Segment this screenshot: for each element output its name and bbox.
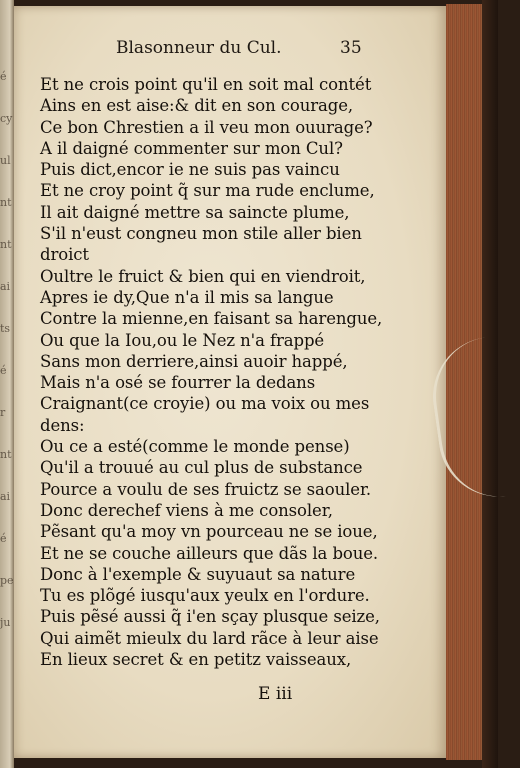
left-edge-fragment: é	[0, 70, 7, 83]
page-header	[32, 38, 432, 64]
verse-line: Donc à l'exemple & suyuaut sa nature	[40, 564, 356, 584]
book-page	[14, 6, 446, 758]
left-edge-fragment: ul	[0, 154, 11, 167]
left-edge-fragment: r	[0, 406, 6, 419]
verse-line: Mais n'a osé se fourrer la dedans	[40, 373, 316, 393]
poem-text	[40, 74, 440, 670]
verse-line: Craignant(ce croyie) ou ma voix ou mes	[40, 394, 370, 414]
verse-line: Oultre le fruict & bien qui en viendroit,	[40, 266, 366, 286]
left-edge-fragment: nt	[0, 448, 12, 461]
verse-line: Et ne croy point q̃ sur ma rude enclume,	[40, 181, 375, 201]
verse-line: Contre la mienne,en faisant sa harengue,	[40, 309, 383, 329]
left-edge-fragment: ts	[0, 322, 11, 335]
left-edge-fragment: pe	[0, 574, 14, 587]
verse-line: Puis pẽsé aussi q̃ i'en sçay plusque seize,	[40, 607, 380, 627]
left-edge-fragment: ju	[0, 616, 11, 629]
verse-line: Pẽsant qu'a moy vn pourceau ne se ioue,	[40, 522, 378, 542]
verse-line: Sans mon derriere,ainsi auoir happé,	[40, 351, 348, 371]
verse-line: Qu'il a trouué au cul plus de substance	[40, 458, 363, 478]
running-head: Blasonneur du Cul.	[116, 38, 282, 58]
verse-line: Qui aimẽt mieulx du lard rãce à leur aise	[40, 628, 379, 648]
verse-line: Ains en est aise:& dit en son courage,	[40, 96, 354, 116]
verse-line: Puis dict,encor ie ne suis pas vaincu	[40, 160, 340, 180]
left-page-edge	[0, 0, 14, 768]
verse-line: Il ait daigné mettre sa saincte plume,	[40, 202, 350, 222]
signature-mark: E iii	[258, 684, 293, 704]
verse-line: Pource a voulu de ses fruictz se saouler.	[40, 479, 372, 499]
verse-line: Ce bon Chrestien a il veu mon ouurage?	[40, 117, 373, 137]
verse-line: Et ne crois point qu'il en soit mal contét	[40, 75, 372, 94]
left-edge-fragment: nt	[0, 196, 12, 209]
verse-line: Donc derechef viens à me consoler,	[40, 500, 333, 520]
verse-line: Ou que la Iou,ou le Nez n'a frappé	[40, 330, 325, 350]
left-edge-fragment: ai	[0, 490, 11, 503]
verse-line: A il daigné commenter sur mon Cul?	[40, 138, 343, 158]
left-edge-fragment: é	[0, 532, 7, 545]
verse-line: En lieux secret & en petitz vaisseaux,	[40, 650, 352, 670]
verse-line: Et ne se couche ailleurs que dãs la boue.	[40, 543, 379, 563]
page-number: 35	[340, 38, 362, 58]
verse-line: dens:	[40, 415, 85, 435]
left-edge-fragment: nt	[0, 238, 12, 251]
verse-line: Tu es plõgé iusqu'aux yeulx en l'ordure.	[40, 586, 370, 606]
left-edge-fragment: é	[0, 364, 7, 377]
verse-line: Apres ie dy,Que n'a il mis sa langue	[40, 287, 334, 307]
verse-line: Ou ce a esté(comme le monde pense)	[40, 437, 350, 457]
verse-line: droict	[40, 245, 89, 265]
left-edge-fragment: ai	[0, 280, 11, 293]
verse-line: S'il n'eust congneu mon stile aller bien	[40, 224, 362, 244]
left-edge-fragment: cy	[0, 112, 13, 125]
